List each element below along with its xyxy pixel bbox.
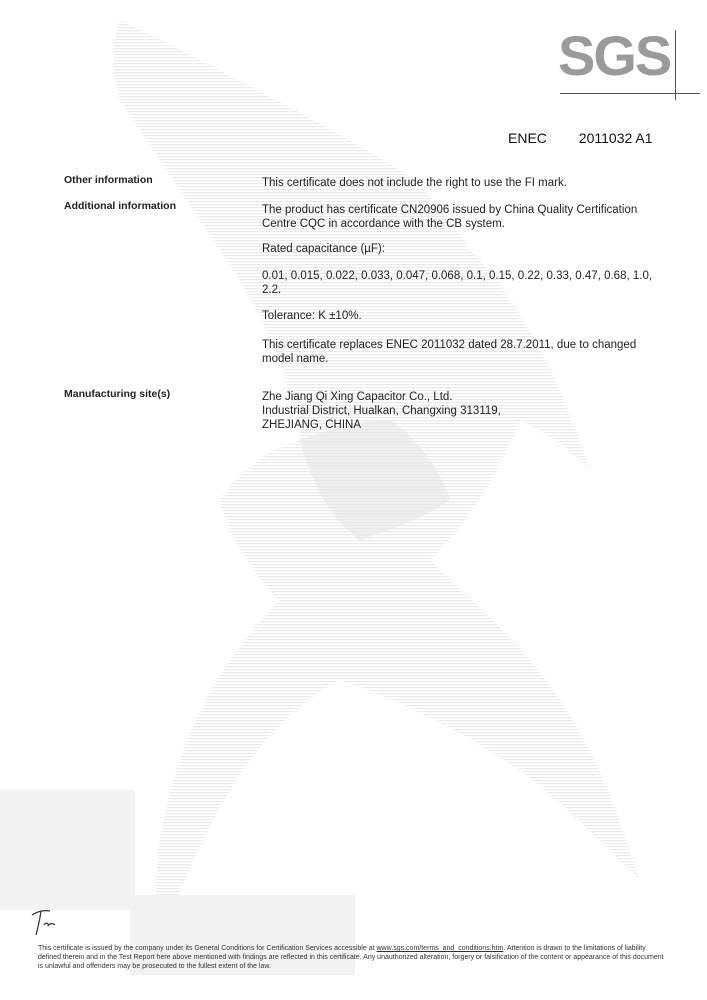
additional-info-para-5: This certificate replaces ENEC 2011032 dated 28.7.2011, due to changed model name. (262, 339, 637, 365)
manufacturer-street: Industrial District, Hualkan, Changxing 313119, (262, 405, 501, 417)
footer-text-part-2: . Attention is drawn to the limitations of liability defined therein and in the Test Report here above mentioned with findings are reflected in this certificate. Any unauthorized alteration, forgery or falsification of the content or appearance of this document is unlawful and offenders may be prosecuted to the fullest extent of the law. (38, 945, 664, 970)
additional-info-para-1: The product has certificate CN20906 issued by China Quality Certification Centre CQC in accordance with the CB system. (262, 204, 638, 230)
manufacturer-region: ZHEJIANG, CHINA (262, 419, 362, 431)
logo-rule-horizontal (560, 93, 700, 94)
additional-info-para-2: Rated capacitance (µF): (262, 243, 385, 255)
additional-information-label: Additional information (64, 200, 176, 212)
footer-text-part-1: This certificate is issued by the company under its General Conditions for Certification Services accessible at (38, 945, 377, 952)
terms-link[interactable]: www.sgs.com/terms_and_conditions.htm (376, 945, 504, 952)
manufacturing-sites-label: Manufacturing site(s) (64, 388, 171, 400)
additional-info-para-3: 0.01, 0.015, 0.022, 0.033, 0.047, 0.068, 0.1, 0.15, 0.22, 0.33, 0.47, 0.68, 1.0, 2.2. (262, 270, 653, 296)
other-information-label: Other information (64, 174, 153, 186)
additional-info-para-4: Tolerance: K ±10%. (262, 310, 362, 322)
certificate-scheme: ENEC (508, 130, 547, 146)
certificate-id: 2011032 A1 (578, 130, 653, 146)
handwritten-initials (28, 905, 60, 937)
sgs-logo: SGS (558, 24, 671, 87)
certificate-number (508, 130, 653, 146)
manufacturer-name: Zhe Jiang Qi Xing Capacitor Co., Ltd. (262, 391, 453, 403)
manufacturing-address (262, 390, 662, 432)
logo-rule-vertical (675, 30, 676, 100)
footer-disclaimer (38, 944, 668, 971)
other-information-text: This certificate does not include the right to use the FI mark. (262, 177, 567, 189)
